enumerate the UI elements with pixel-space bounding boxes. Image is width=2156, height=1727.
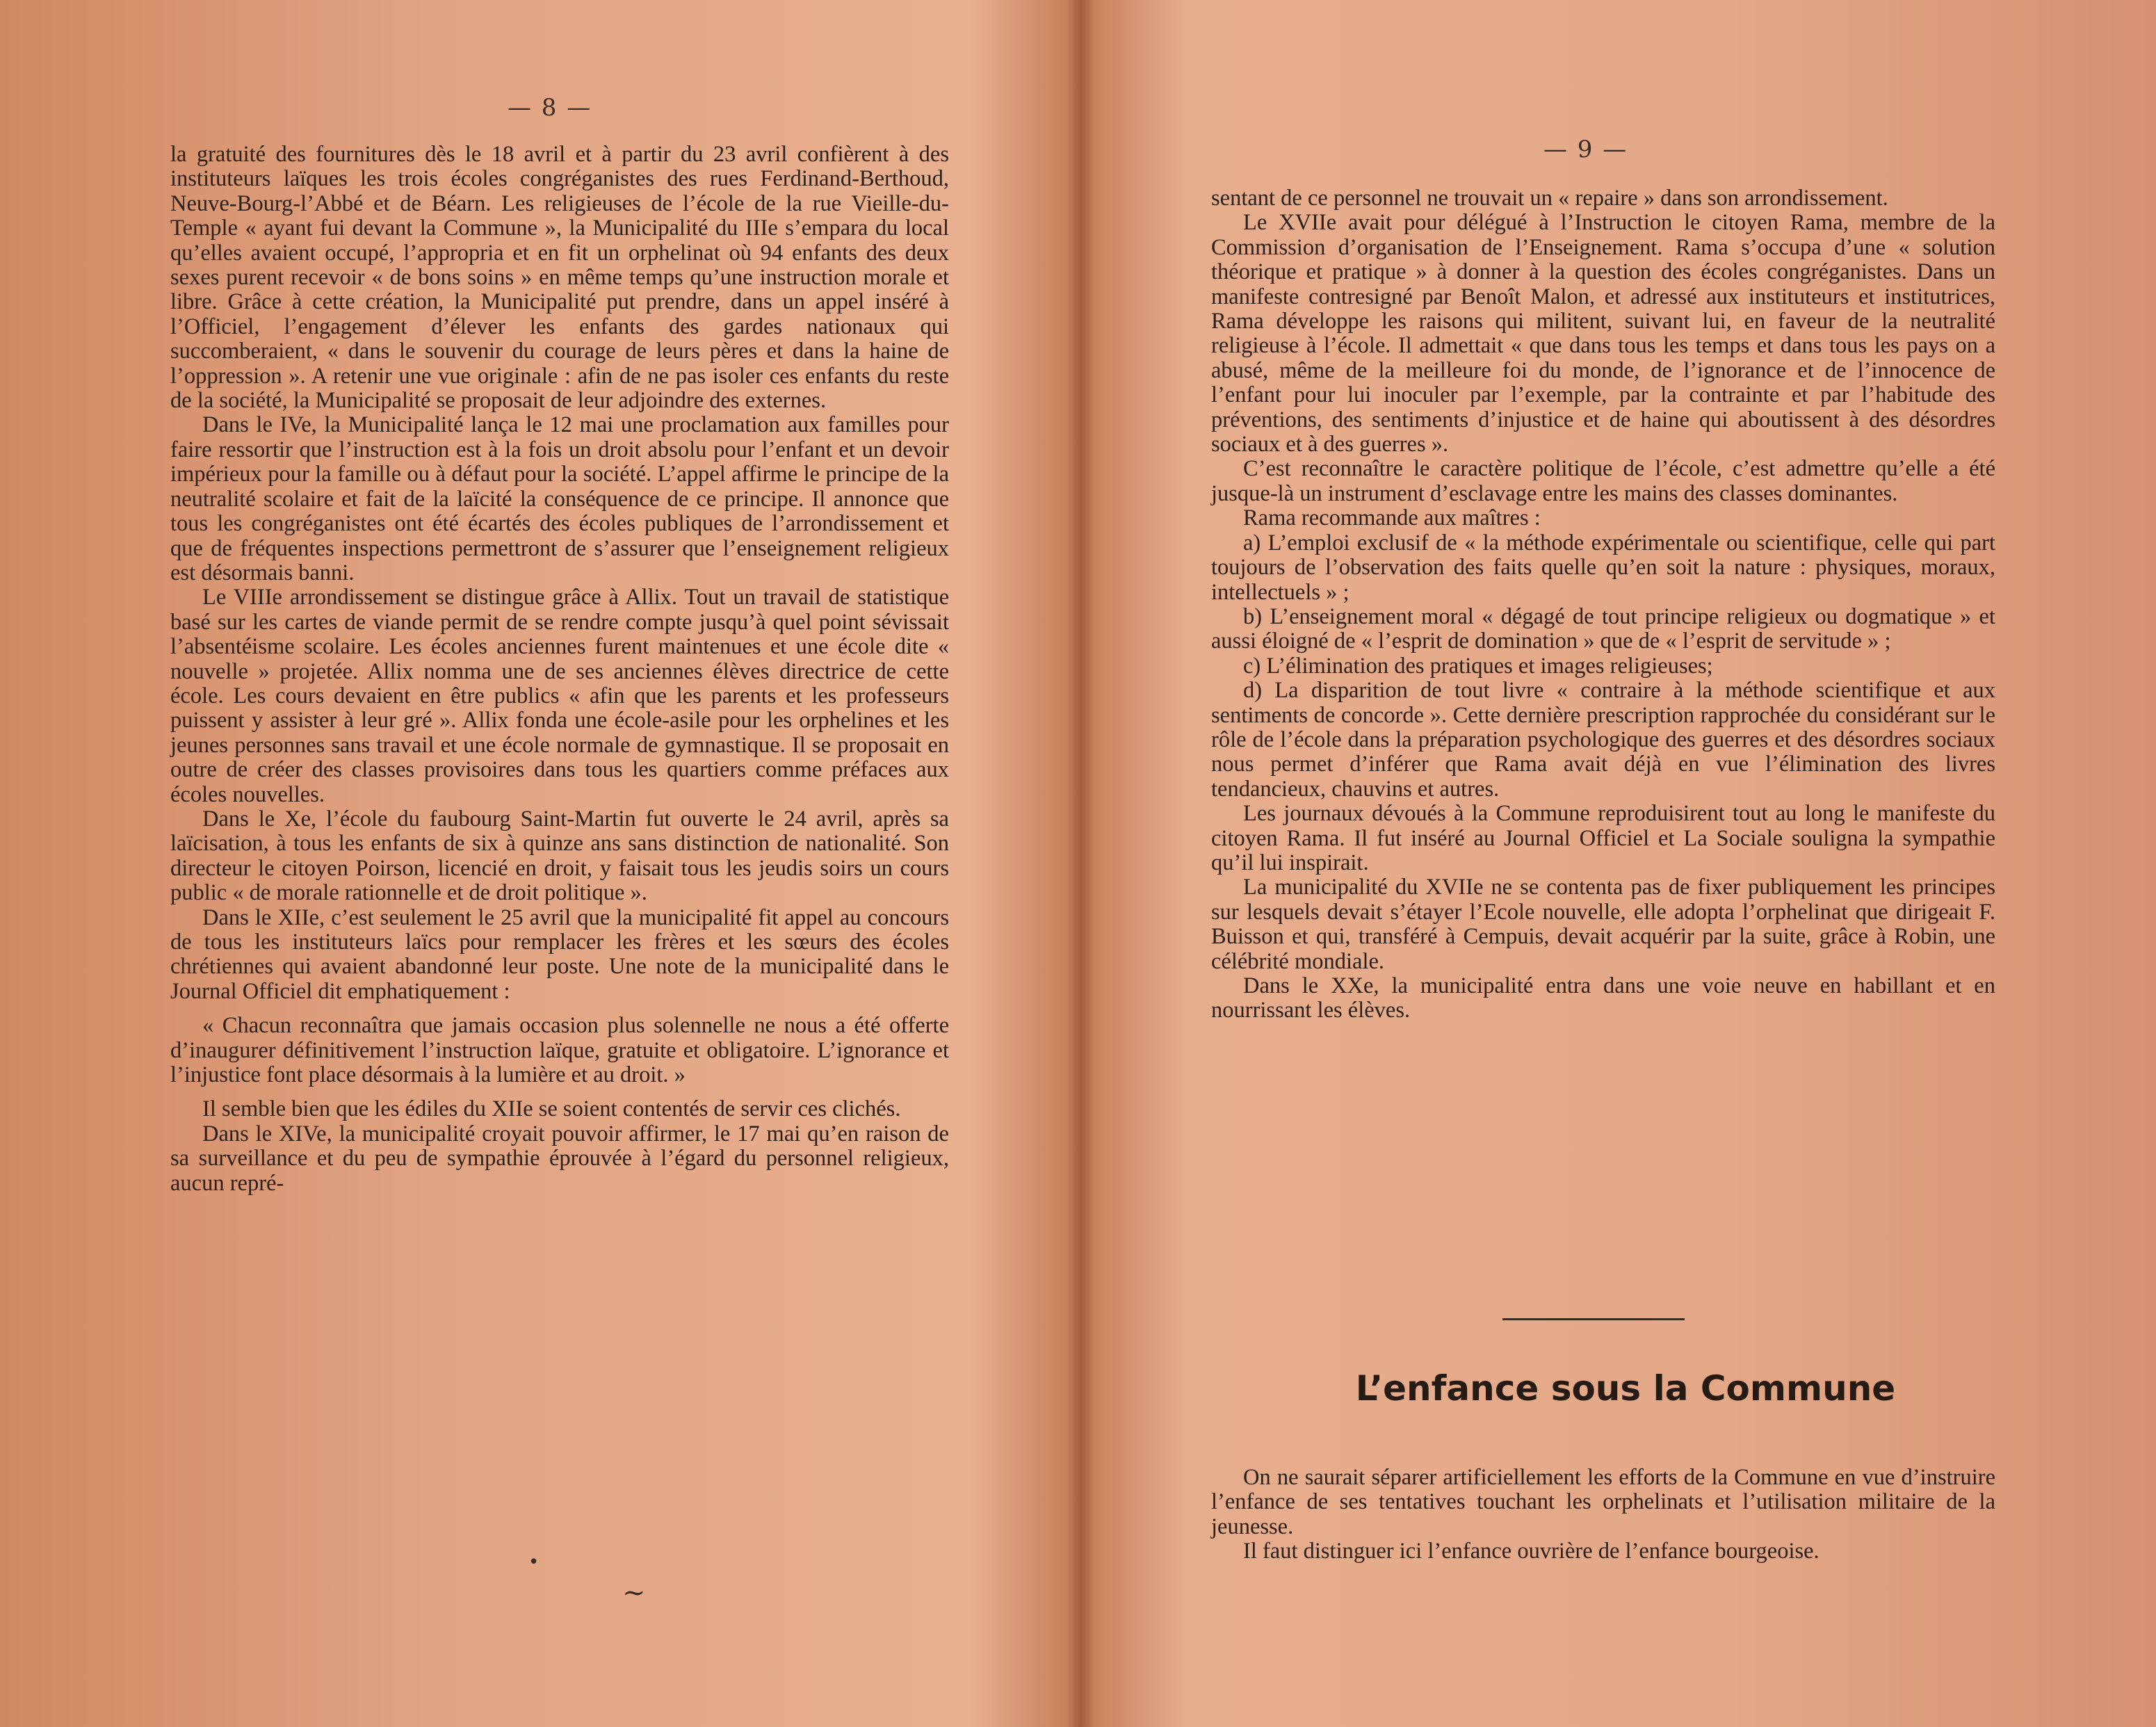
pencil-mark: ~ [622, 1577, 646, 1609]
paragraph: Rama recommande aux maîtres : [1243, 505, 1541, 531]
right-page-text [1211, 186, 1995, 1023]
page-number: — 8 — [508, 94, 592, 122]
paragraph: La municipalité du XVIIe ne se contenta pas de fixer publiquement les principes sur lesquels devait s’étayer l’Ecole nouvelle, elle adopta l’orphelinat que dirigeait F. Buisson et qui, transféré à Cempuis, devait acquérir par la suite, grâce à Robin, une célébrité mondiale. [1211, 875, 1995, 974]
paragraph: Le XVIIe avait pour délégué à l’Instruction le citoyen Rama, membre de la Commission d’organisation de l’Enseignement. Rama s’occupa d’une « solution théorique et pratique » à donner à la question des écoles congréganistes. Dans un manifeste contresigné par Benoît Malon, et adressé aux instituteurs et institutrices, Rama développe les raisons qui militent, suivant lui, en faveur de la neutralité religieuse à l’école. Il admettait « que dans tous les temps et dans tous les pays on a abusé, même de la meilleure foi du monde, de l’ignorance et de l’innocence de l’enfant pour lui inoculer par l’exemple, par la contrainte et par l’habitude des préventions, des sentiments d’injustice et de haine qui aboutissent à des désordres sociaux et à des guerres ». [1211, 210, 1995, 457]
section-text [1211, 1466, 1995, 1564]
paragraph: C’est reconnaître le caractère politique de l’école, c’est admettre qu’elle a été jusque-là un instrument d’esclavage entre les mains des classes dominantes. [1211, 456, 1995, 506]
list-item: b) L’enseignement moral « dégagé de tout principe religieux ou dogmatique » et aussi éloigné de « l’esprit de domination » que de « l’esprit de servitude » ; [1211, 603, 1995, 654]
paragraph: On ne saurait séparer artificiellement les efforts de la Commune en vue d’instruire l’enfance de ses tentatives touchant les orphelinats et l’utilisation militaire de la jeunesse. [1211, 1465, 1995, 1539]
paragraph: Les journaux dévoués à la Commune reproduisirent tout au long le manifeste du citoyen Rama. Il fut inséré au Journal Officiel et La Sociale souligna la sympathie qu’il lui inspirait. [1211, 801, 1995, 875]
quotation: « Chacun reconnaîtra que jamais occasion plus solennelle ne nous a été offerte d’inaugurer définitivement l’instruction laïque, gratuite et obligatoire. L’ignorance et l’injustice font place désormais à la lumière et au droit. » [170, 1013, 949, 1088]
paragraph: la gratuité des fournitures dès le 18 avril et à partir du 23 avril confièrent à des instituteurs laïques les trois écoles congréganistes des rues Ferdinand-Berthoud, Neuve-Bourg-l’Abbé et de Béarn. Les religieuses de l’école de la rue Vieille-du-Temple « ayant fui devant la Commune », la Municipalité du IIIe s’empara du local qu’elles avaient occupé, l’appropria et en fit un orphelinat où 94 enfants des deux sexes purent recevoir « de bons soins » en même temps qu’une instruction morale et libre. Grâce à cette création, la Municipalité put prendre, dans un appel inséré à l’Officiel, l’engagement d’élever les enfants des gardes nationaux qui succomberaient, « dans le souvenir du courage de leurs pères et dans la haine de l’oppression ». A retenir une vue originale : afin de ne pas isoler ces enfants du reste de la société, la Municipalité se proposait de leur adjoindre des externes. [170, 142, 949, 414]
section-divider [1502, 1318, 1685, 1320]
section-title: L’enfance sous la Commune [1355, 1368, 1896, 1409]
list-item: d) La disparition de tout livre « contraire à la méthode scientifique et aux sentiments de concorde ». Cette dernière prescription rapprochée du considérant sur le rôle de l’école dans la préparation psychologique des guerres et des désordres sociaux nous permet d’inférer que Rama avait déjà en vue l’élimination des livres tendancieux, chauvins et autres. [1211, 678, 1995, 802]
list-item: a) L’emploi exclusif de « la méthode expérimentale ou scientifique, celle qui part toujours de l’observation des faits quelle qu’en soit la nature : physiques, moraux, intellectuels » ; [1211, 530, 1995, 605]
page-number: — 9 — [1543, 136, 1628, 163]
right-page [1095, 0, 2156, 1727]
list-item: c) L’élimination des pratiques et images religieuses; [1243, 653, 1713, 679]
ink-dot: • [528, 1552, 540, 1573]
paragraph: sentant de ce personnel ne trouvait un « repaire » dans son arrondissement. [1211, 186, 1888, 211]
paragraph: Dans le XIVe, la municipalité croyait pouvoir affirmer, le 17 mai qu’en raison de sa surveillance et du peu de sympathie éprouvée à l’égard du personnel religieux, aucun repré- [170, 1121, 949, 1196]
left-page [0, 0, 1071, 1727]
paragraph: Il semble bien que les édiles du XIIe se soient contentés de servir ces clichés. [202, 1096, 901, 1122]
paragraph: Dans le XXe, la municipalité entra dans une voie neuve en habillant et en nourrissant les élèves. [1211, 973, 1995, 1023]
paragraph: Il faut distinguer ici l’enfance ouvrière de l’enfance bourgeoise. [1243, 1539, 1819, 1564]
paragraph: Le VIIIe arrondissement se distingue grâce à Allix. Tout un travail de statistique basé sur les cartes de viande permit de se rendre compte jusqu’à quel point sévissait l’absentéisme scolaire. Les écoles anciennes furent maintenues et une école dite « nouvelle » projetée. Allix nomma une de ses anciennes élèves directrice de cette école. Les cours devaient en être publics « afin que les parents et les professeurs puissent y assister à leur gré ». Allix fonda une école-asile pour les orphelines et les jeunes personnes sans travail et une école normale de gymnastique. Il se proposait en outre de créer des classes provisoires dans tous les quartiers comme préfaces aux écoles nouvelles. [170, 585, 949, 807]
book-gutter [1067, 0, 1095, 1727]
paragraph: Dans le Xe, l’école du faubourg Saint-Martin fut ouverte le 24 avril, après sa laïcisation, à tous les enfants de six à quinze ans sans distinction de nationalité. Son directeur le citoyen Poirson, licencié en droit, y faisait tous les jeudis soirs un cours public « de morale rationnelle et de droit politique ». [170, 806, 949, 906]
paragraph: Dans le XIIe, c’est seulement le 25 avril que la municipalité fit appel au concours de tous les instituteurs laïcs pour remplacer les frères et les sœurs des écoles chrétiennes qui avaient abandonné leur poste. Une note de la municipalité dans le Journal Officiel dit emphatiquement : [170, 905, 949, 1004]
paragraph: Dans le IVe, la Municipalité lança le 12 mai une proclamation aux familles pour faire ressortir que l’instruction est à la fois un droit absolu pour l’enfant et un devoir impérieux pour la famille ou à défaut pour la société. L’appel affirme le principe de la neutralité scolaire et fait de la laïcité la conséquence de ce principe. Il annonce que tous les congréganistes ont été écartés des écoles publiques de l’arrondissement et que de fréquentes inspections permettront de s’assurer que l’enseignement religieux est désormais banni. [170, 412, 949, 585]
left-page-text [170, 143, 949, 1196]
